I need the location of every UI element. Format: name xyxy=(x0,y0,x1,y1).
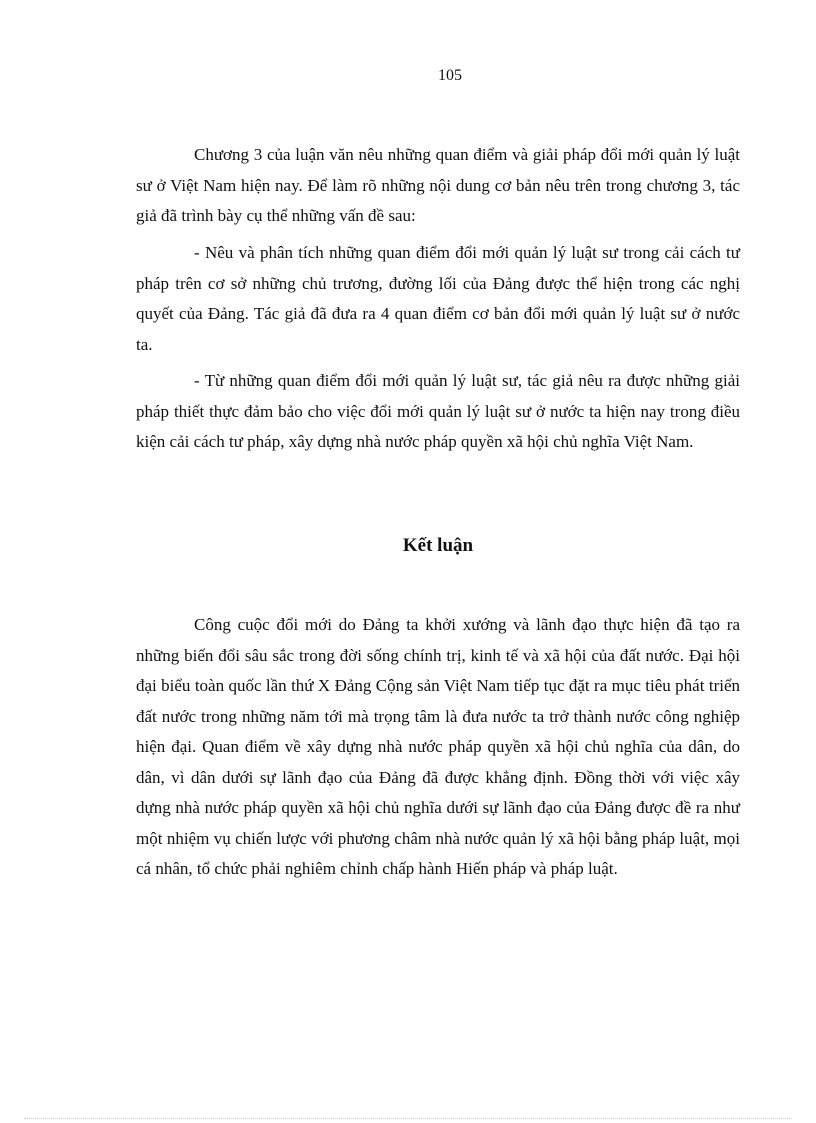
conclusion-heading: Kết luận xyxy=(402,535,474,556)
conclusion-body-block xyxy=(136,610,740,885)
page-number: 105 xyxy=(438,67,462,84)
chapter-summary-point-1: - Nêu và phân tích những quan điểm đổi mới quản lý luật sư trong cải cách tư pháp trên cơ sở những chủ trương, đường lối của Đảng được thể hiện trong các nghị quyết của Đảng. Tác giả đã đưa ra 4 quan điểm cơ bản đổi mới quản lý luật sư ở nước ta. xyxy=(136,243,740,354)
chapter-summary-intro-block xyxy=(136,140,740,232)
chapter-summary-point-2: - Từ những quan điểm đổi mới quản lý luật sư, tác giả nêu ra được những giải pháp thiết thực đảm bảo cho việc đổi mới quản lý luật sư ở nước ta hiện nay trong điều kiện cải cách tư pháp, xây dựng nhà nước pháp quyền xã hội chủ nghĩa Việt Nam. xyxy=(136,371,740,451)
chapter-summary-point-1-block xyxy=(136,238,740,360)
conclusion-body: Công cuộc đổi mới do Đảng ta khởi xướng và lãnh đạo thực hiện đã tạo ra những biến đổi sâu sắc trong đời sống chính trị, kinh tế và xã hội của đất nước. Đại hội đại biểu toàn quốc lần thứ X Đảng Cộng sản Việt Nam tiếp tục đặt ra mục tiêu phát triển đất nước trong những năm tới mà trọng tâm là đưa nước ta trở thành nước công nghiệp hiện đại. Quan điểm về xây dựng nhà nước pháp quyền xã hội chủ nghĩa của dân, do dân, vì dân dưới sự lãnh đạo của Đảng đã được khẳng định. Đồng thời với việc xây dựng nhà nước pháp quyền xã hội chủ nghĩa dưới sự lãnh đạo của Đảng được đề ra như một nhiệm vụ chiến lược với phương châm nhà nước quản lý xã hội bằng pháp luật, mọi cá nhân, tổ chức phải nghiêm chỉnh chấp hành Hiến pháp và pháp luật. xyxy=(136,615,740,878)
chapter-summary-point-2-block xyxy=(136,366,740,458)
chapter-summary-intro: Chương 3 của luận văn nêu những quan điểm và giải pháp đổi mới quản lý luật sư ở Việt Nam hiện nay. Để làm rõ những nội dung cơ bản nêu trên trong chương 3, tác giả đã trình bày cụ thể những vấn đề sau: xyxy=(136,145,740,225)
page-bottom-rule xyxy=(24,1118,792,1119)
